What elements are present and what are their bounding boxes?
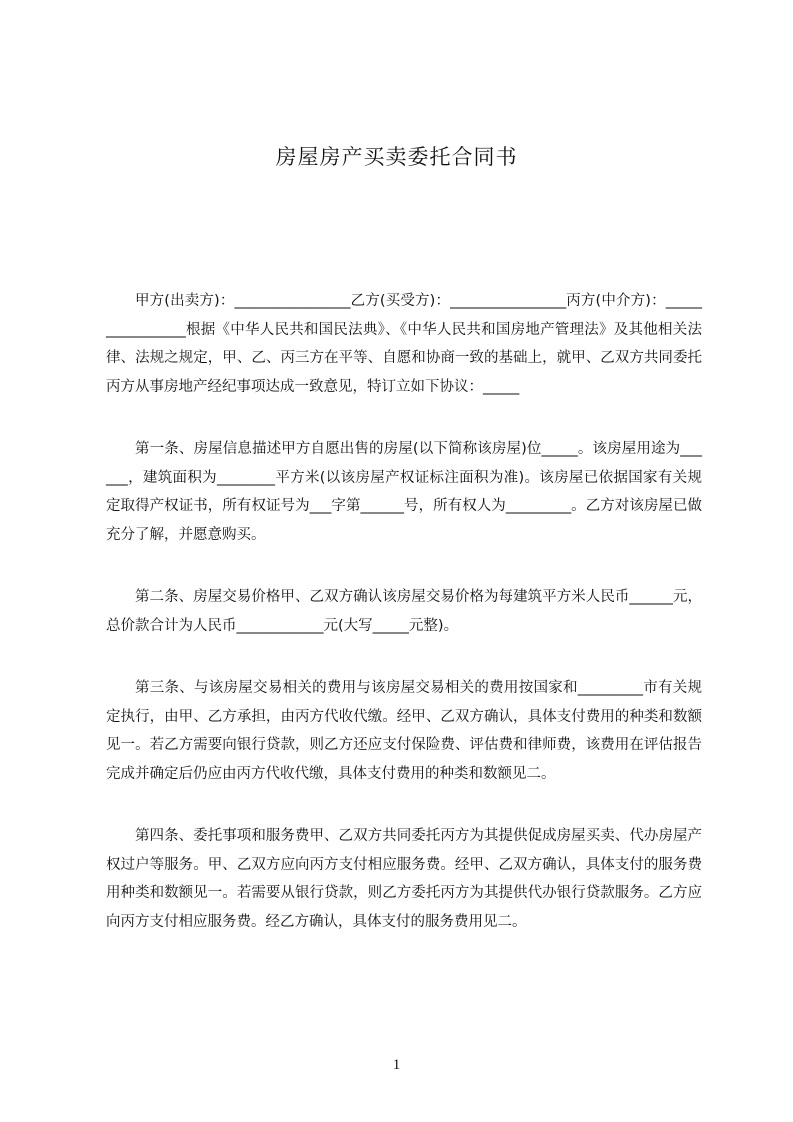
page-number: 1 xyxy=(392,1057,401,1073)
document-title: 房屋房产买卖委托合同书 xyxy=(275,145,518,169)
article-1-paragraph: 第一条、房屋信息描述甲方自愿出售的房屋(以下简称该房屋)位_____。该房屋用途为______，建筑面积为________平方米(以该房屋产权证标注面积为准)。该房屋已依据国家有关规定取得产权证书，所有权证号为___字第______号，所有权人为_________。乙方对该房屋已做充分了解，并愿意购买。 xyxy=(106,441,702,543)
article-2-paragraph: 第二条、房屋交易价格甲、乙双方确认该房屋交易价格为每建筑平方米人民币______元，总价款合计为人民币____________元(大写_____元整)。 xyxy=(106,589,702,634)
contract-body xyxy=(106,287,702,970)
article-3-paragraph: 第三条、与该房屋交易相关的费用与该房屋交易相关的费用按国家和_________市有关规定执行，由甲、乙方承担，由丙方代收代缴。经甲、乙双方确认，具体支付费用的种类和数额见一。若乙方需要向银行贷款，则乙方还应支付保险费、评估费和律师费，该费用在评估报告完成并确定后仍应由丙方代收代缴，具体支付费用的种类和数额见二。 xyxy=(106,680,702,782)
preamble-paragraph: 甲方(出卖方)：________________乙方(买受方)：________________丙方(中介方)：________________根据《中华人民共和国民法典》、《中华人民共和国房地产管理法》及其他相关法律、法规之规定，甲、乙、丙三方在平等、自愿和协商一致的基础上，就甲、乙双方共同委托丙方从事房地产经纪事项达成一致意见，特订立如下协议：_____ xyxy=(106,293,702,395)
article-4-paragraph: 第四条、委托事项和服务费甲、乙双方共同委托丙方为其提供促成房屋买卖、代办房屋产权过户等服务。甲、乙双方应向丙方支付相应服务费。经甲、乙双方确认，具体支付的服务费用种类和数额见一。若需要从银行贷款，则乙方委托丙方为其提供代办银行贷款服务。乙方应向丙方支付相应服务费。经乙方确认，具体支付的服务费用见二。 xyxy=(106,828,702,930)
